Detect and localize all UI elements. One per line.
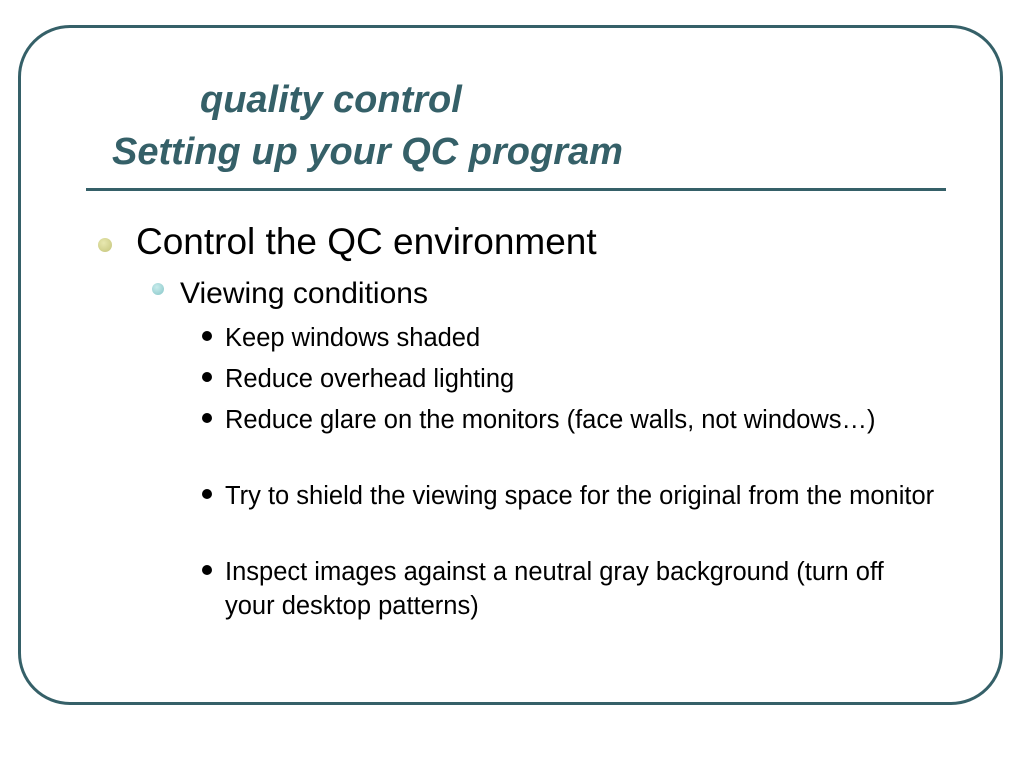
- title-line-1: quality control: [200, 79, 462, 121]
- black-bullet-icon: [202, 489, 212, 499]
- bullet-level-3-item: [198, 479, 938, 513]
- bullet-level-3-text: Reduce overhead lighting: [225, 365, 515, 393]
- black-bullet-icon: [202, 413, 212, 423]
- black-bullet-icon: [202, 372, 212, 382]
- olive-bullet-icon: [98, 238, 112, 252]
- bullet-level-1-text: Control the QC environment: [136, 221, 597, 262]
- teal-bullet-icon: [152, 283, 164, 295]
- bullet-level-3-text: Keep windows shaded: [225, 324, 481, 352]
- bullet-level-3-text: Try to shield the viewing space for the original from the monitor: [225, 482, 935, 510]
- bullet-level-3-item: [198, 403, 938, 437]
- black-bullet-icon: [202, 565, 212, 575]
- bullet-level-3-item: [198, 555, 938, 623]
- bullet-level-3-item: [198, 321, 938, 355]
- bullet-level-3-item: [198, 362, 938, 396]
- bullet-level-3-text: Reduce glare on the monitors (face walls, not windows…): [225, 406, 876, 434]
- bullet-level-2-text: Viewing conditions: [180, 277, 428, 310]
- bullet-level-3-text: Inspect images against a neutral gray background (turn off your desktop patterns): [225, 558, 884, 620]
- black-bullet-icon: [202, 331, 212, 341]
- title-line-2: Setting up your QC program: [112, 131, 623, 173]
